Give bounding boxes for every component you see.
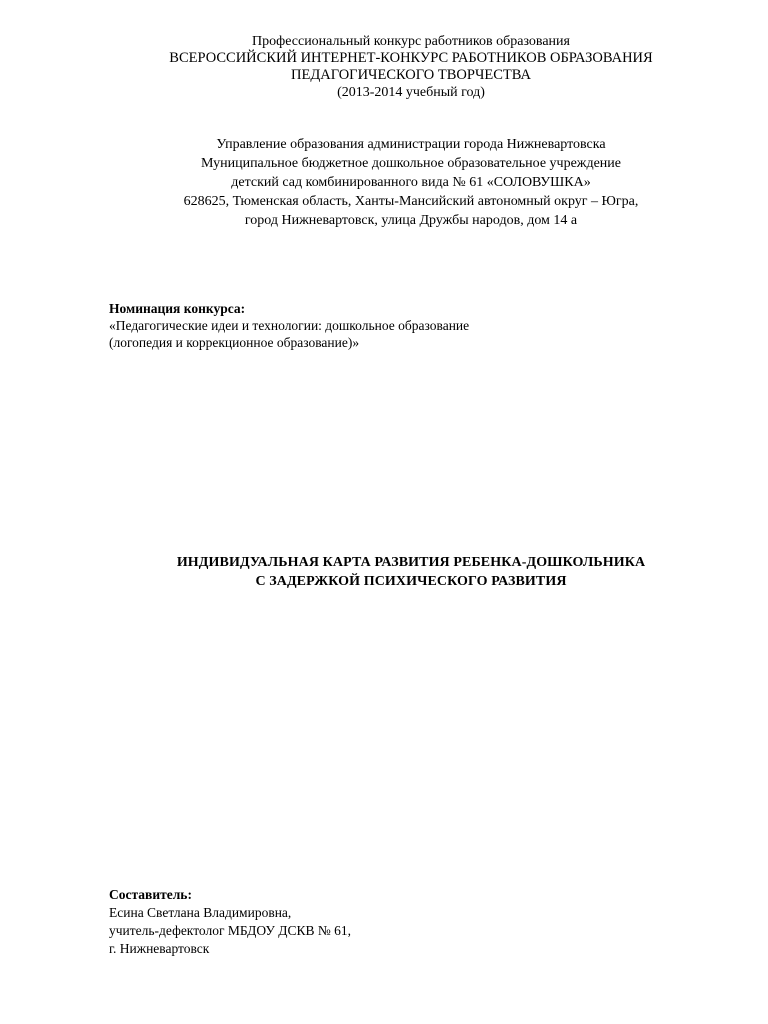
contest-subtitle: Профессиональный конкурс работников образования <box>252 34 570 49</box>
org-address-cont: город Нижневартовск, улица Дружбы народов, дом 14 а <box>244 213 578 228</box>
nomination-text: «Педагогические идеи и технологии: дошкольное образование <box>109 318 470 333</box>
compiler-section <box>109 886 351 958</box>
document-title-line2: С ЗАДЕРЖКОЙ ПСИХИЧЕСКОГО РАЗВИТИЯ <box>255 574 567 589</box>
compiler-label: Составитель: <box>109 887 192 902</box>
compiler-name: Есина Светлана Владимировна, <box>109 905 292 920</box>
document-title-line1: ИНДИВИДУАЛЬНАЯ КАРТА РАЗВИТИЯ РЕБЕНКА-ДОШКОЛЬНИКА <box>176 555 646 570</box>
org-institution-type: Муниципальное бюджетное дошкольное образовательное учреждение <box>201 156 621 171</box>
nomination-section <box>109 300 469 351</box>
school-year: (2013-2014 учебный год) <box>337 85 485 100</box>
compiler-position: учитель-дефектолог МБДОУ ДСКВ № 61, <box>109 923 351 938</box>
nomination-label: Номинация конкурса: <box>109 301 246 316</box>
document-title <box>0 553 768 591</box>
compiler-city: г. Нижневартовск <box>109 941 210 956</box>
org-department: Управление образования администрации города Нижневартовска <box>216 137 606 152</box>
contest-title-cont: ПЕДАГОГИЧЕСКОГО ТВОРЧЕСТВА <box>291 67 531 83</box>
contest-header <box>0 33 768 101</box>
contest-title: ВСЕРОССИЙСКИЙ ИНТЕРНЕТ-КОНКУРС РАБОТНИКОВ ОБРАЗОВАНИЯ <box>169 50 653 66</box>
organization-info <box>0 135 768 230</box>
org-address: 628625, Тюменская область, Ханты-Мансийский автономный округ – Югра, <box>183 194 639 209</box>
nomination-text-cont: (логопедия и коррекционное образование)» <box>109 335 360 350</box>
org-name: детский сад комбинированного вида № 61 «СОЛОВУШКА» <box>231 175 591 190</box>
